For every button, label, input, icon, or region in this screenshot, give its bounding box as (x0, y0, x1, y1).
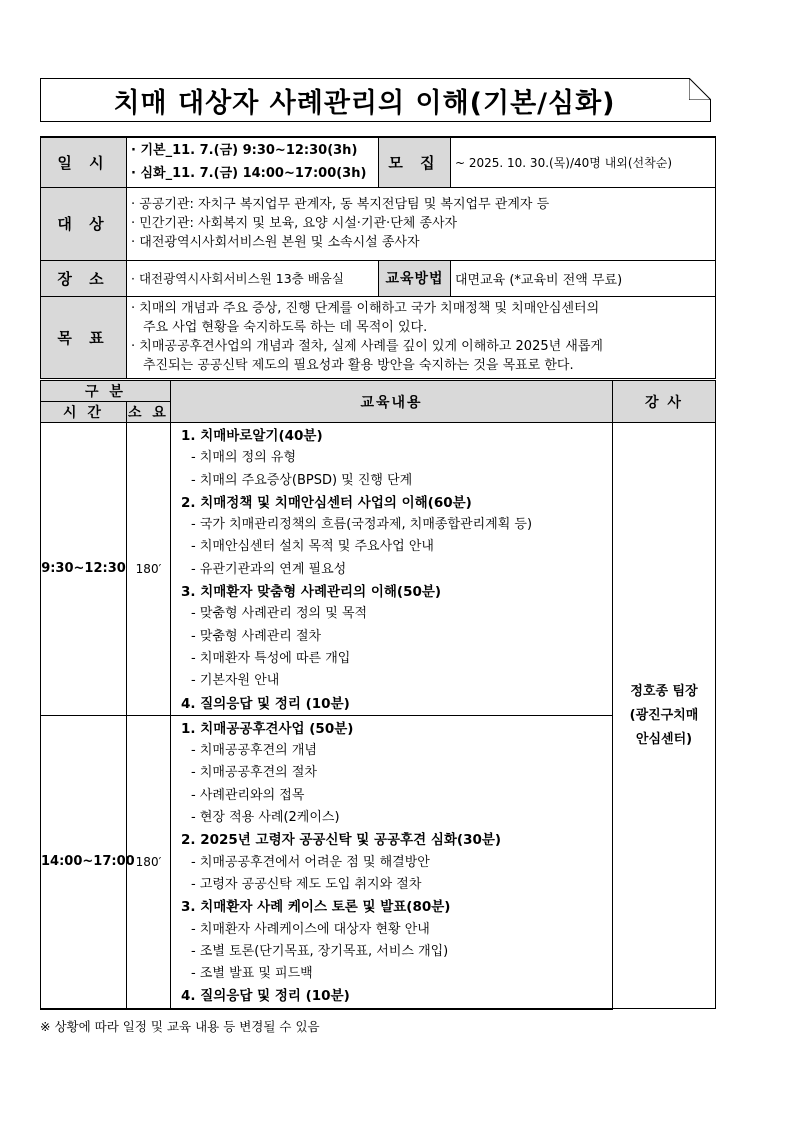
section-item: - 치매의 주요증상(BPSD) 및 진행 단계 (181, 470, 612, 492)
goal-value (127, 296, 716, 378)
section-heading: 3. 치매환자 맞춤형 사례관리의 이해(50분) (181, 584, 442, 601)
section-item: - 고령자 공공신탁 제도 도입 취지와 절차 (181, 874, 612, 896)
session-content (171, 423, 613, 716)
place-text: · 대전광역시사회서비스원 13층 배움실 (131, 271, 344, 286)
section-item: - 치매공공후견의 절차 (181, 762, 612, 784)
goal-line: · 치매공공후견사업의 개념과 절차, 실제 사례를 깊이 있게 이해하고 2025년 새롭게 (131, 337, 711, 356)
date-label: 일 시 (41, 137, 127, 187)
section-item: - 맞춤형 사례관리 정의 및 목적 (181, 603, 612, 625)
section-item: - 치매공공후견에서 어려운 점 및 해결방안 (181, 852, 612, 874)
date-value (127, 137, 379, 187)
session-content (171, 715, 613, 1008)
section-item: - 기본자원 안내 (181, 670, 612, 692)
target-line: · 공공기관: 자치구 복지업무 관계자, 동 복지전담팀 및 복지업무 관계자 등 (131, 195, 711, 214)
method-label: 교육방법 (379, 260, 451, 296)
section-item: - 조별 발표 및 피드백 (181, 963, 612, 985)
target-label: 대 상 (41, 187, 127, 260)
section-item: - 치매안심센터 설치 목적 및 주요사업 안내 (181, 536, 612, 558)
header-instructor: 강 사 (613, 381, 716, 423)
row-target (41, 187, 716, 260)
header-content: 교육내용 (171, 381, 613, 423)
date-line-advanced: · 심화_11. 7.(금) 14:00~17:00(3h) (131, 162, 374, 185)
session-time: 14:00~17:00 (41, 715, 127, 1008)
row-goal (41, 296, 716, 378)
section-item: - 치매의 정의 유형 (181, 447, 612, 469)
place-value (127, 260, 379, 296)
footnote: ※ 상황에 따라 일정 및 교육 내용 등 변경될 수 있음 (40, 1019, 320, 1034)
recruit-value: ~ 2025. 10. 30.(목)/40명 내외(선착순) (451, 137, 716, 187)
section-heading: 1. 치매바로알기(40분) (181, 428, 323, 444)
header-time: 시 간 (41, 402, 127, 423)
instructor-cell (613, 423, 716, 1009)
session-row-morning (41, 423, 716, 716)
target-line: · 민간기관: 사회복지 및 보육, 요양 시설·기관·단체 종사자 (131, 214, 711, 233)
section-item: - 현장 적용 사례(2케이스) (181, 807, 612, 829)
target-line: · 대전광역시사회서비스원 본원 및 소속시설 종사자 (131, 233, 711, 252)
row-place (41, 260, 716, 296)
instructor-line: 안심센터) (635, 731, 693, 747)
schedule-header-row-1 (41, 381, 716, 402)
goal-label: 목 표 (41, 296, 127, 378)
method-value: 대면교육 (*교육비 전액 무료) (451, 260, 716, 296)
section-item: - 치매환자 사례케이스에 대상자 현황 안내 (181, 919, 612, 941)
header-duration: 소 요 (127, 402, 171, 423)
session-duration: 180′ (127, 423, 171, 716)
instructor-line: (광진구치매 (629, 707, 699, 723)
goal-line: · 치매의 개념과 주요 증상, 진행 단계를 이해하고 국가 치매정책 및 치매안심센터의 (131, 299, 711, 318)
section-item: - 치매환자 특성에 따른 개입 (181, 648, 612, 670)
section-heading: 1. 치매공공후견사업 (50분) (181, 720, 354, 737)
section-item: - 유관기관과의 연계 필요성 (181, 559, 612, 581)
section-item: - 치매공공후견의 개념 (181, 740, 612, 762)
date-line-basic: · 기본_11. 7.(금) 9:30~12:30(3h) (131, 139, 374, 162)
section-item: - 국가 치매관리정책의 흐름(국정과제, 치매종합관리계획 등) (181, 514, 612, 536)
section-heading: 2. 2025년 고령자 공공신탁 및 공공후견 심화(30분) (181, 832, 502, 849)
target-value (127, 187, 716, 260)
section-item: - 맞춤형 사례관리 절차 (181, 626, 612, 648)
goal-line: 주요 사업 현황을 숙지하도록 하는 데 목적이 있다. (143, 320, 428, 335)
section-heading: 4. 질의응답 및 정리 (10분) (181, 988, 350, 1005)
section-item: - 사례관리와의 접목 (181, 785, 612, 807)
recruit-label: 모 집 (379, 137, 451, 187)
document-title: 치매 대상자 사례관리의 이해(기본/심화) (113, 87, 616, 119)
session-time: 9:30~12:30 (41, 423, 127, 716)
section-heading: 2. 치매정책 및 치매안심센터 사업의 이해(60분) (181, 494, 472, 511)
schedule-table (40, 380, 716, 1010)
instructor-line: 정호종 팀장 (630, 683, 698, 699)
session-duration: 180′ (127, 715, 171, 1008)
place-label: 장 소 (41, 260, 127, 296)
row-date (41, 137, 716, 187)
section-item: - 조별 토론(단기목표, 장기목표, 서비스 개입) (181, 941, 612, 963)
goal-line: 추진되는 공공신탁 제도의 필요성과 활용 방안을 숙지하는 것을 목표로 한다. (143, 358, 574, 373)
section-heading: 3. 치매환자 사례 케이스 토론 및 발표(80분) (181, 899, 451, 916)
folded-corner-icon (689, 78, 711, 100)
info-table (40, 136, 716, 379)
header-group: 구 분 (41, 381, 171, 402)
section-heading: 4. 질의응답 및 정리 (10분) (181, 695, 350, 712)
title-box (40, 78, 711, 122)
